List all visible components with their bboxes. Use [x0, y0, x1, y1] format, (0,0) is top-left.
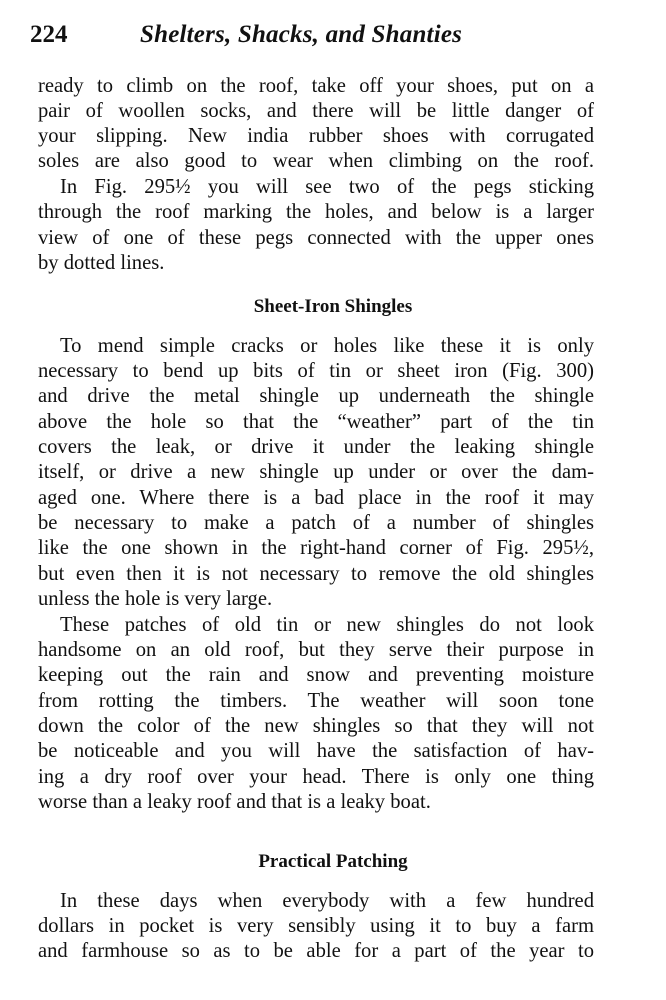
text-line: ing a dry roof over your head. There is only one thing	[38, 766, 594, 788]
section-heading: Practical Patching	[258, 851, 408, 872]
text-line: covers the leak, or drive it under the leaking shingle	[38, 436, 594, 458]
page-number: 224	[30, 21, 68, 48]
text-line: like the one shown in the right-hand corner of Fig. 295½,	[38, 537, 594, 559]
text-line: ready to climb on the roof, take off your shoes, put on a	[38, 75, 594, 97]
text-line: down the color of the new shingles so that they will not	[38, 715, 594, 737]
text-line: itself, or drive a new shingle up under or over the dam-	[38, 461, 594, 483]
text-line: from rotting the timbers. The weather will soon tone	[38, 690, 594, 712]
text-line: and farmhouse so as to be able for a part of the year to	[38, 940, 594, 962]
section-heading: Sheet-Iron Shingles	[253, 296, 413, 317]
running-title: Shelters, Shacks, and Shanties	[140, 21, 463, 48]
text-line: soles are also good to wear when climbing on the roof.	[38, 150, 594, 172]
text-line: aged one. Where there is a bad place in the roof it may	[38, 487, 594, 509]
text-line: unless the hole is very large.	[38, 588, 273, 610]
text-line: but even then it is not necessary to remove the old shingles	[38, 563, 594, 585]
text-line: by dotted lines.	[38, 252, 165, 274]
text-line: necessary to bend up bits of tin or sheet iron (Fig. 300)	[38, 360, 594, 382]
text-line: and drive the metal shingle up underneath the shingle	[38, 385, 594, 407]
running-head	[30, 18, 630, 52]
text-line: In these days when everybody with a few hundred	[60, 890, 594, 912]
text-line: view of one of these pegs connected with the upper ones	[38, 227, 594, 249]
text-line: pair of woollen socks, and there will be little danger of	[38, 100, 594, 122]
text-line: through the roof marking the holes, and below is a larger	[38, 201, 594, 223]
text-line: be necessary to make a patch of a number of shingles	[38, 512, 594, 534]
text-line: handsome on an old roof, but they serve their purpose in	[38, 639, 594, 661]
text-line: To mend simple cracks or holes like these it is only	[60, 335, 594, 357]
text-line: These patches of old tin or new shingles do not look	[60, 614, 594, 636]
text-line: worse than a leaky roof and that is a leaky boat.	[38, 791, 431, 813]
text-line: above the hole so that the “weather” part of the tin	[38, 411, 594, 433]
text-line: dollars in pocket is very sensibly using it to buy a farm	[38, 915, 594, 937]
text-line: be noticeable and you will have the satisfaction of hav-	[38, 740, 594, 762]
text-line: your slipping. New india rubber shoes with corrugated	[38, 125, 594, 147]
text-line: keeping out the rain and snow and preventing moisture	[38, 664, 594, 686]
text-line: In Fig. 295½ you will see two of the pegs sticking	[60, 176, 594, 198]
